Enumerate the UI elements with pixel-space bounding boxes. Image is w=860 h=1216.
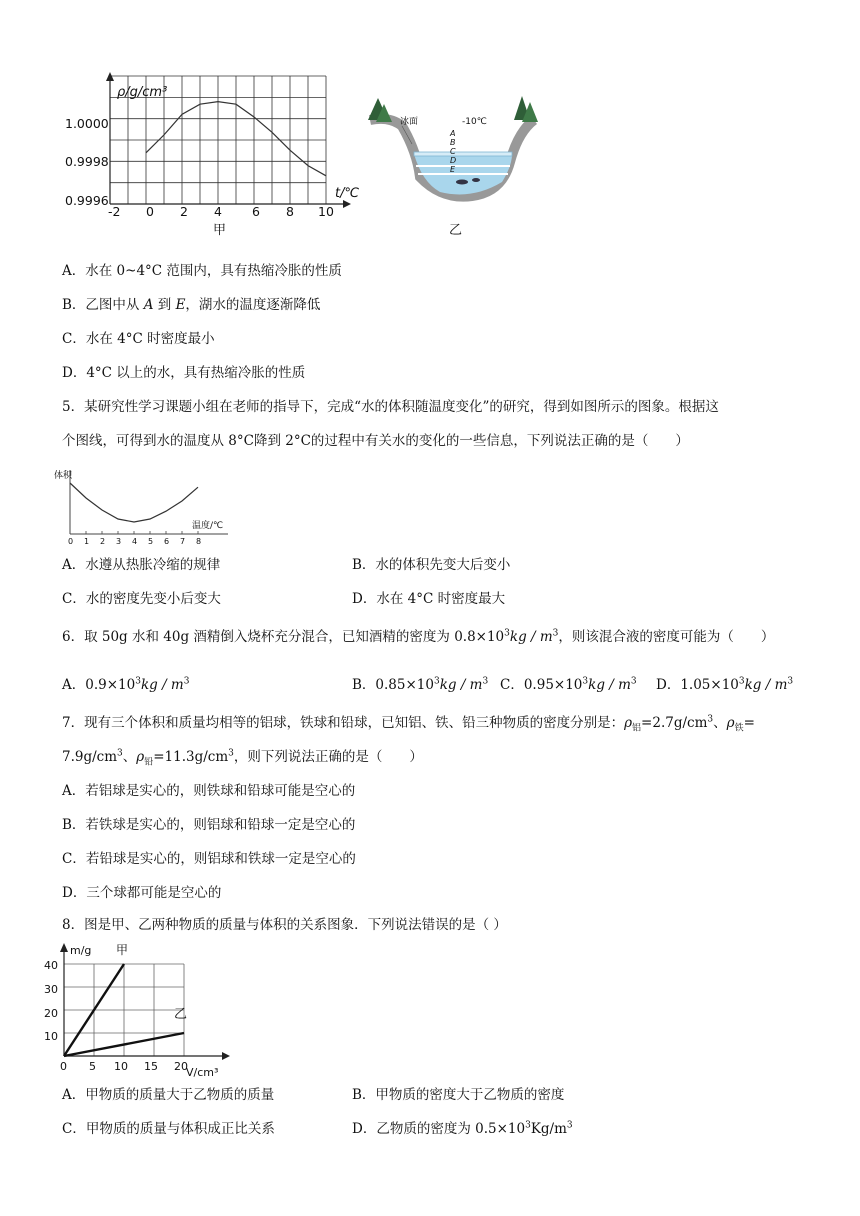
text: kg / m <box>744 677 788 693</box>
x-tick-label: 15 <box>144 1060 158 1073</box>
superscript: 3 <box>228 748 234 759</box>
y-axis-arrow <box>60 943 68 952</box>
lake-cross-section-figure <box>362 92 542 242</box>
superscript: 3 <box>630 676 637 687</box>
x-tick-label: 3 <box>116 537 122 546</box>
x-axis-label: V/cm³ <box>186 1066 219 1079</box>
layer-label: E <box>450 165 456 174</box>
q7-option-d: D．三个球都可能是空心的 <box>62 885 222 901</box>
x-tick-label: 6 <box>252 204 260 219</box>
q7-stem <box>62 714 755 732</box>
superscript: 3 <box>117 748 123 759</box>
text: C． <box>500 677 524 693</box>
y-axis-label: ρ/g/cm³ <box>117 85 168 100</box>
q5-option-d: D．水在 4°C 时密度最大 <box>352 591 506 607</box>
subscript: 铅 <box>144 757 154 768</box>
chart-grid <box>64 964 184 1056</box>
x-tick-label: 2 <box>100 537 106 546</box>
ice-layer <box>414 152 512 156</box>
x-tick-label: 8 <box>286 204 294 219</box>
superscript: 3 <box>582 676 589 687</box>
text: ρ <box>136 749 145 765</box>
x-tick-label: 0 <box>68 537 74 546</box>
x-axis-label: 温度/℃ <box>192 521 224 531</box>
subscript: 铁 <box>734 723 744 734</box>
superscript: 3 <box>738 676 745 687</box>
text: ，则下列说法正确的是（ ） <box>233 749 423 765</box>
text: =11.3g/cm <box>153 749 229 765</box>
q5-option-a: A．水遵从热胀冷缩的规律 <box>62 557 221 573</box>
y-axis-label: 体积 <box>54 471 73 481</box>
x-tick-label: 10 <box>318 204 334 219</box>
text: A． <box>62 677 86 693</box>
q6-option-c <box>500 676 637 694</box>
text: =2.7g/cm <box>641 715 708 731</box>
mass-volume-chart <box>44 940 244 1080</box>
x-tick-label: 6 <box>164 537 170 546</box>
y-tick-label: 10 <box>44 1030 58 1043</box>
layer-label: C <box>450 147 456 156</box>
text: ，湖水的温度逐渐降低 <box>185 297 321 313</box>
text: Kg/m <box>530 1121 567 1137</box>
x-tick-label: 5 <box>89 1060 96 1073</box>
series-label-yi: 乙 <box>174 1007 188 1022</box>
q8-option-b: B．甲物质的密度大于乙物质的密度 <box>352 1087 565 1103</box>
q4-option-b <box>62 296 320 314</box>
fish-icon <box>472 178 480 182</box>
layer-label: D <box>450 156 457 165</box>
text: 1.05×10 <box>680 677 739 693</box>
text: kg / m <box>140 677 184 693</box>
q8-option-c: C．甲物质的质量与体积成正比关系 <box>62 1121 275 1137</box>
text: 、 <box>713 715 727 731</box>
temperature-label: -10℃ <box>462 117 487 127</box>
volume-temperature-chart <box>52 464 242 548</box>
text: 到 <box>153 297 176 313</box>
superscript: 3 <box>707 714 714 725</box>
q5-stem: 5．某研究性学习课题小组在老师的指导下，完成“水的体积随温度变化”的研究，得到如图所示的图象。根据这 <box>62 399 719 415</box>
q7-option-a: A．若铝球是实心的，则铁球和铅球可能是空心的 <box>62 783 356 799</box>
fish-icon <box>456 180 468 185</box>
text: = <box>743 715 755 731</box>
text: kg / m <box>509 629 553 645</box>
q5-option-b: B．水的体积先变大后变小 <box>352 557 511 573</box>
text: D．乙物质的密度为 0.5×10 <box>352 1121 526 1137</box>
ice-label: 冰面 <box>400 117 419 127</box>
text: ρ <box>726 715 735 731</box>
y-axis-label: m/g <box>70 944 92 957</box>
x-tick-label: 0 <box>60 1060 67 1073</box>
q8-stem: 8．图是甲、乙两种物质的质量与体积的关系图象．下列说法错误的是（ ） <box>62 917 507 933</box>
figure-caption: 甲 <box>213 223 227 238</box>
x-tick-label: 7 <box>180 537 186 546</box>
density-temperature-chart <box>55 68 365 240</box>
text: 7.9g/cm <box>62 749 118 765</box>
q6-stem <box>62 628 774 646</box>
x-tick-label: 8 <box>196 537 202 546</box>
text: 7．现有三个体积和质量均相等的铝球，铁球和铅球，已知铝、铁、铅三种物质的密度分别是： <box>62 715 625 731</box>
y-tick-label: 20 <box>44 1007 58 1020</box>
q8-option-d <box>352 1120 573 1138</box>
q4-option-a: A．水在 0~4°C 范围内，具有热缩冷胀的性质 <box>62 263 342 279</box>
q6-option-b <box>352 676 488 694</box>
text: kg / m <box>439 677 483 693</box>
x-tick-label: 2 <box>180 204 188 219</box>
superscript: 3 <box>552 628 559 639</box>
x-tick-label: 20 <box>174 1060 188 1073</box>
y-tick-label: 0.9998 <box>65 154 109 169</box>
subscript: 铝 <box>632 723 642 734</box>
superscript: 3 <box>183 676 190 687</box>
y-tick-label: 1.0000 <box>65 116 109 131</box>
q6-option-a <box>62 676 189 694</box>
superscript: 3 <box>433 676 440 687</box>
y-tick-label: 30 <box>44 983 58 996</box>
text: 、 <box>122 749 137 765</box>
q7-stem <box>62 748 423 766</box>
text: 0.85×10 <box>375 677 434 693</box>
superscript: 3 <box>787 676 794 687</box>
series-label-jia: 甲 <box>116 943 129 957</box>
superscript: 3 <box>482 676 489 687</box>
text: kg / m <box>588 677 631 693</box>
superscript: 3 <box>135 676 141 687</box>
x-tick-label: 10 <box>114 1060 128 1073</box>
q7-option-c: C．若铅球是实心的，则铝球和铁球一定是空心的 <box>62 851 356 867</box>
x-tick-label: -2 <box>108 204 121 219</box>
text: B．乙图中从 <box>62 297 144 313</box>
text: 6．取 50g 水和 40g 酒精倒入烧杯充分混合，已知酒精的密度为 <box>62 629 455 645</box>
x-tick-label: 0 <box>146 204 154 219</box>
text: D． <box>656 677 681 693</box>
q7-option-b: B．若铁球是实心的，则铝球和铅球一定是空心的 <box>62 817 356 833</box>
x-axis-arrow <box>343 200 351 208</box>
y-axis-arrow <box>106 72 114 81</box>
text: ρ <box>624 715 633 731</box>
text: A <box>143 297 154 313</box>
text: 0.95×10 <box>523 677 583 693</box>
layer-label: A <box>450 129 456 138</box>
q5-stem: 个图线，可得到水的温度从 8°C降到 2°C的过程中有关水的变化的一些信息，下列说法正确的是（ ） <box>62 433 689 449</box>
x-tick-label: 5 <box>148 537 154 546</box>
layer-label: B <box>450 138 456 147</box>
text: 0.9×10 <box>85 677 136 693</box>
y-tick-label: 0.9996 <box>65 193 109 208</box>
x-axis-label: t/℃ <box>335 186 360 201</box>
superscript: 3 <box>504 628 510 639</box>
superscript: 3 <box>566 1120 573 1131</box>
x-tick-label: 4 <box>214 204 222 219</box>
x-tick-label: 4 <box>132 537 138 546</box>
q4-option-d: D．4°C 以上的水，具有热缩冷胀的性质 <box>62 365 306 381</box>
q5-option-c: C．水的密度先变小后变大 <box>62 591 221 607</box>
text: 0.8×10 <box>454 629 505 645</box>
text: E <box>175 297 186 313</box>
figure-caption: 乙 <box>449 223 463 238</box>
superscript: 3 <box>525 1120 531 1131</box>
volume-curve <box>70 483 198 522</box>
q6-option-d <box>656 676 793 694</box>
text: B． <box>352 677 376 693</box>
q4-option-c: C．水在 4°C 时密度最小 <box>62 331 215 347</box>
x-tick-label: 1 <box>84 537 90 546</box>
q8-option-a: A．甲物质的质量大于乙物质的质量 <box>62 1087 275 1103</box>
y-tick-label: 40 <box>44 959 58 972</box>
x-axis-arrow <box>222 1052 230 1060</box>
text: ，则该混合液的密度可能为（ ） <box>558 629 775 645</box>
